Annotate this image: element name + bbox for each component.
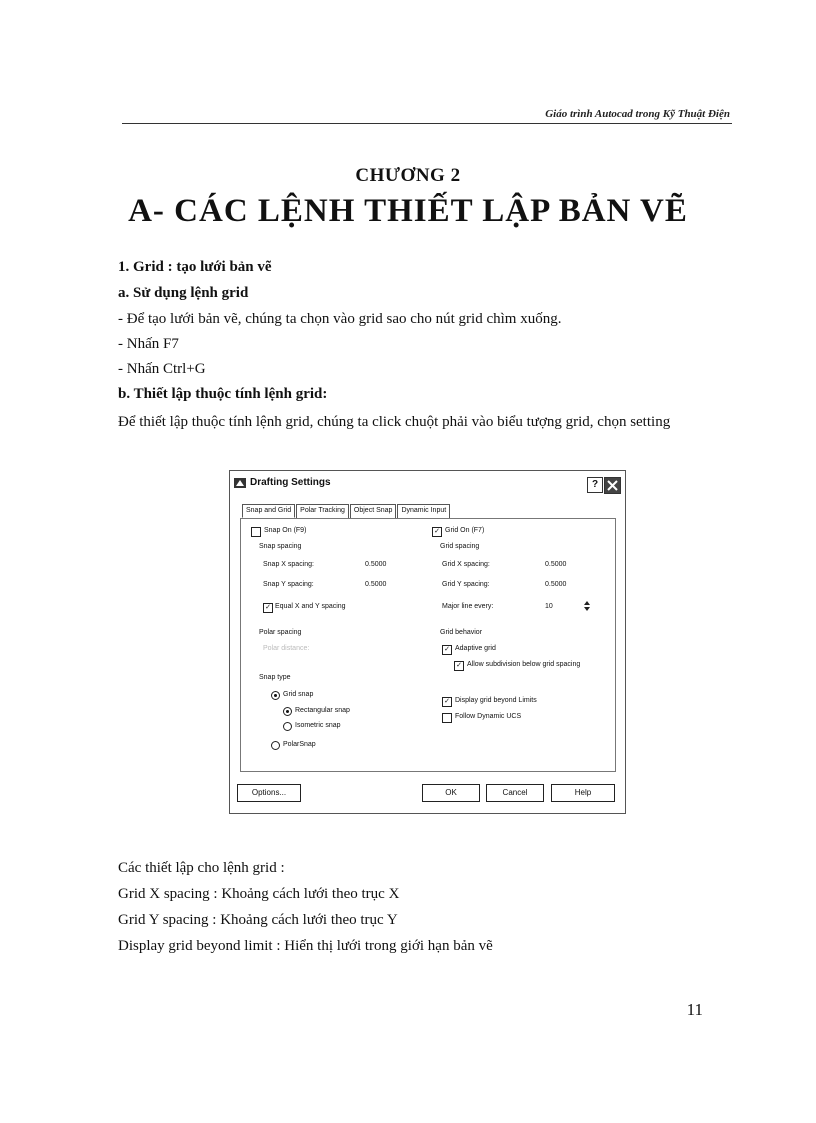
dialog-titlebar [230, 471, 625, 495]
grid-spacing-heading: Grid spacing [440, 543, 480, 550]
follow-ucs-label: Follow Dynamic UCS [455, 713, 522, 720]
polar-distance-label: Polar distance: [263, 645, 310, 652]
dialog-title: Drafting Settings [250, 477, 331, 488]
snap-type-heading: Snap type [259, 674, 291, 681]
snap-x-label: Snap X spacing: [263, 561, 314, 568]
chapter-number: CHƯƠNG 2 [355, 165, 461, 186]
grid-y-input[interactable]: 0.5000 [545, 581, 567, 588]
snap-x-input[interactable]: 0.5000 [365, 561, 387, 568]
snap-on-label: Snap On (F9) [264, 527, 307, 534]
cancel-button[interactable]: Cancel [486, 784, 544, 802]
ok-button[interactable]: OK [422, 784, 480, 802]
notes-line: Grid X spacing : Khoảng cách lưới theo trục X [118, 886, 400, 902]
snap-grid-panel [240, 518, 616, 772]
close-x-icon [605, 478, 620, 493]
options-button[interactable]: Options... [237, 784, 301, 802]
text-line: - Nhấn Ctrl+G [118, 361, 206, 377]
snap-on-checkbox[interactable] [251, 527, 261, 537]
subsection-a-heading: a. Sử dụng lệnh grid [118, 285, 249, 301]
equal-xy-checkbox[interactable]: ✓ [263, 603, 273, 613]
grid-behavior-heading: Grid behavior [440, 629, 483, 636]
adaptive-grid-checkbox[interactable]: ✓ [442, 645, 452, 655]
help-icon[interactable]: ? [587, 477, 603, 493]
grid-snap-radio[interactable] [271, 691, 280, 700]
polarsnap-label: PolarSnap [283, 741, 316, 748]
tab-dynamic-input[interactable]: Dynamic Input [397, 504, 450, 518]
rectangular-snap-radio[interactable] [283, 707, 292, 716]
subsection-b-heading: b. Thiết lập thuộc tính lệnh grid: [118, 386, 328, 402]
grid-x-input[interactable]: 0.5000 [545, 561, 567, 568]
spinner-arrows-icon [584, 600, 590, 612]
tab-strip [242, 504, 451, 518]
grid-y-label: Grid Y spacing: [442, 581, 490, 588]
major-line-label: Major line every: [442, 603, 494, 610]
tab-object-snap[interactable]: Object Snap [350, 504, 397, 518]
help-button[interactable]: Help [551, 784, 615, 802]
text-line: - Nhấn F7 [118, 336, 179, 352]
page-number: 11 [686, 1000, 703, 1019]
running-header: Giáo trình Autocad trong Kỹ Thuật Điện [545, 108, 730, 120]
display-beyond-limits-checkbox[interactable]: ✓ [442, 697, 452, 707]
grid-on-label: Grid On (F7) [445, 527, 485, 534]
polarsnap-radio[interactable] [271, 741, 280, 750]
allow-subdivision-label: Allow subdivision below grid spacing [467, 661, 581, 668]
header-rule [122, 123, 732, 124]
display-beyond-limits-label: Display grid beyond Limits [455, 697, 537, 704]
grid-snap-label: Grid snap [283, 691, 314, 698]
paragraph-b: Để thiết lập thuộc tính lệnh grid, chúng ta click chuột phải vào biểu tượng grid, chọn setting [118, 414, 671, 430]
allow-subdivision-checkbox[interactable]: ✓ [454, 661, 464, 671]
polar-spacing-heading: Polar spacing [259, 629, 302, 636]
snap-y-input[interactable]: 0.5000 [365, 581, 387, 588]
chapter-title: A- CÁC LỆNH THIẾT LẬP BẢN VẼ [128, 193, 688, 229]
drafting-settings-dialog [229, 470, 626, 814]
equal-xy-label: Equal X and Y spacing [275, 603, 346, 610]
adaptive-grid-label: Adaptive grid [455, 645, 496, 652]
close-icon[interactable] [604, 477, 621, 494]
tab-polar-tracking[interactable]: Polar Tracking [296, 504, 349, 518]
section-heading-grid: 1. Grid : tạo lưới bản vẽ [118, 259, 272, 275]
rectangular-snap-label: Rectangular snap [295, 707, 350, 714]
snap-spacing-heading: Snap spacing [259, 543, 302, 550]
notes-line: Display grid beyond limit : Hiển thị lưới trong giới hạn bản vẽ [118, 938, 493, 954]
text-line: - Để tạo lưới bản vẽ, chúng ta chọn vào grid sao cho nút grid chìm xuống. [118, 311, 562, 327]
notes-line: Grid Y spacing : Khoảng cách lưới theo trục Y [118, 912, 398, 928]
app-icon [234, 478, 246, 488]
grid-x-label: Grid X spacing: [442, 561, 490, 568]
tab-snap-and-grid[interactable]: Snap and Grid [242, 504, 295, 518]
follow-ucs-checkbox[interactable] [442, 713, 452, 723]
isometric-snap-label: Isometric snap [295, 722, 341, 729]
notes-line: Các thiết lập cho lệnh grid : [118, 860, 285, 876]
isometric-snap-radio[interactable] [283, 722, 292, 731]
major-line-spinner-icon[interactable] [584, 600, 590, 613]
major-line-input[interactable]: 10 [545, 603, 553, 610]
snap-y-label: Snap Y spacing: [263, 581, 314, 588]
grid-on-checkbox[interactable]: ✓ [432, 527, 442, 537]
